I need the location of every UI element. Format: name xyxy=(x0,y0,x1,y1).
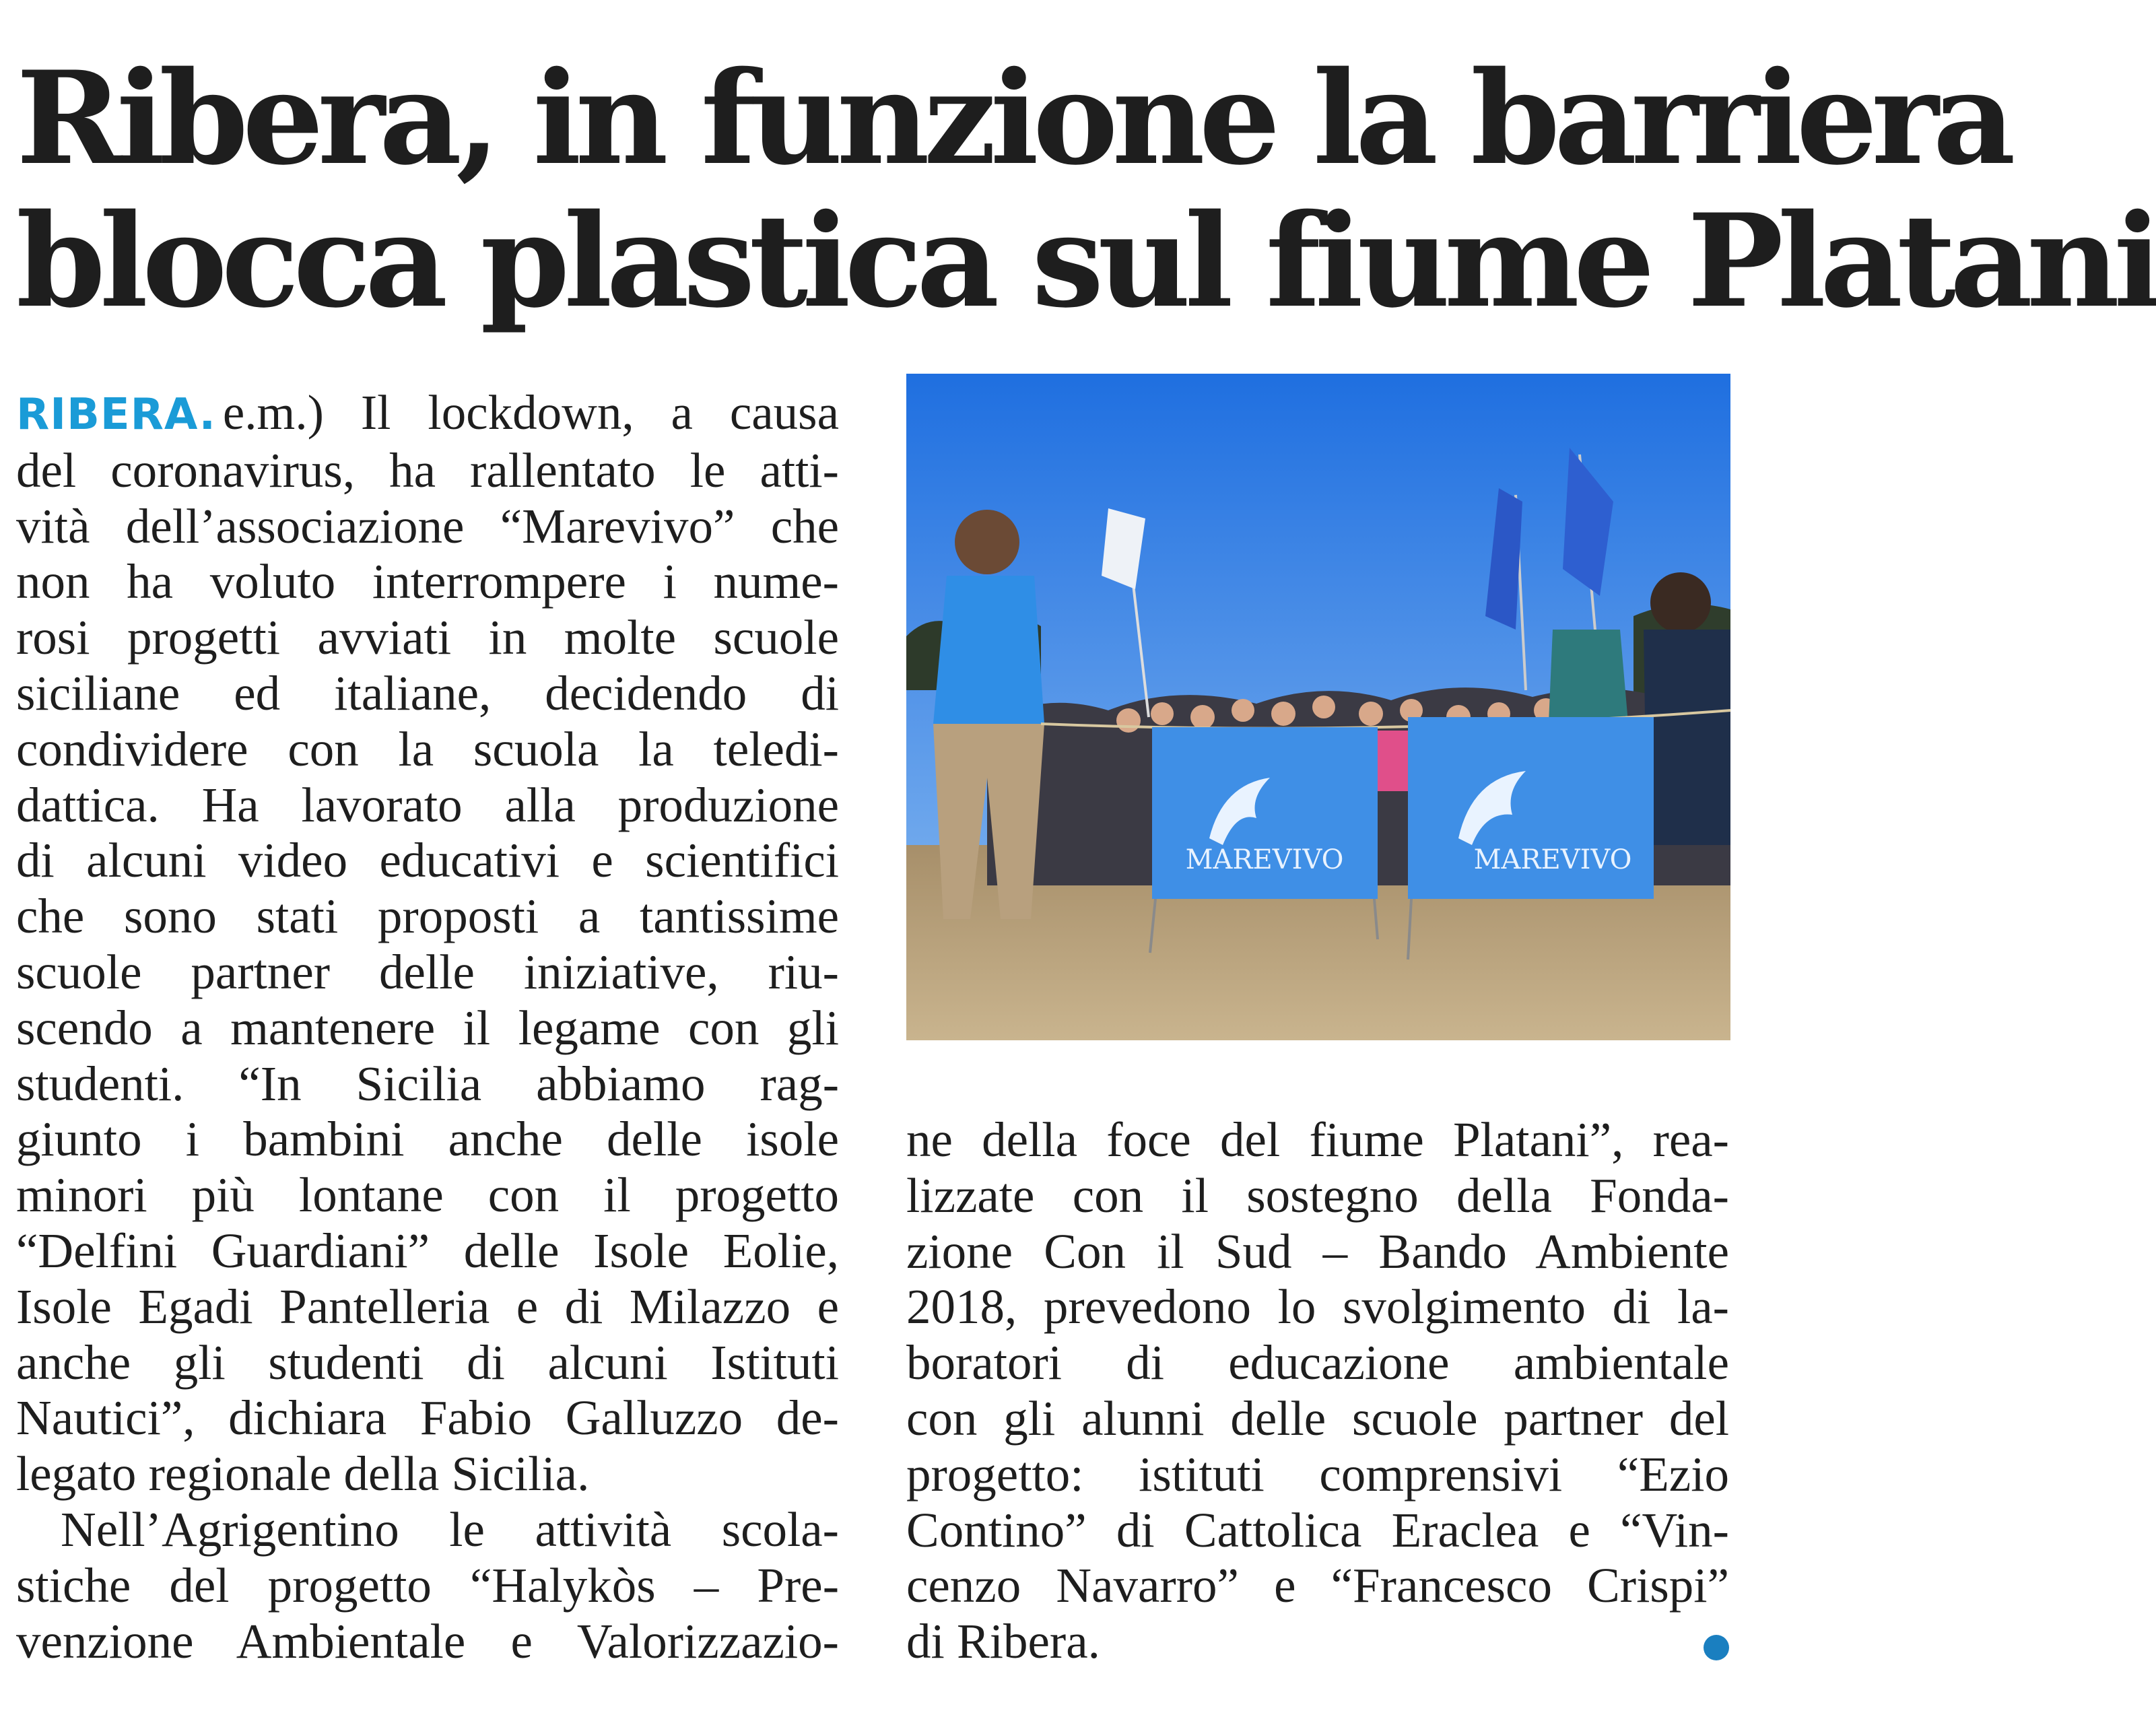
article-line: ne della foce del fiume Platani”, rea- xyxy=(906,1112,1729,1167)
article-line: venzione Ambientale e Valorizzazio- xyxy=(16,1613,839,1669)
article-line: scendo a mantenere il legame con gli xyxy=(16,1000,839,1055)
headline-line-2: blocca plastica sul fiume Platani xyxy=(16,186,2156,336)
article-line: Contino” di Cattolica Eraclea e “Vin- xyxy=(906,1502,1729,1557)
article-line: vità dell’associazione “Marevivo” che xyxy=(16,498,839,553)
photo-graphic xyxy=(906,374,1730,1040)
article-line: 2018, prevedono lo svolgimento di la- xyxy=(906,1279,1729,1335)
article-line: legato regionale della Sicilia. xyxy=(16,1446,590,1502)
article-line: stiche del progetto “Halykòs – Pre- xyxy=(16,1557,839,1613)
headline-line-1: Ribera, in funzione la barriera xyxy=(16,43,2010,193)
article-line: “Delfini Guardiani” delle Isole Eolie, xyxy=(16,1223,839,1278)
article-line: del coronavirus, ha rallentato le atti- xyxy=(16,442,839,498)
article-line: cenzo Navarro” e “Francesco Crispi” xyxy=(906,1558,1729,1613)
article-line: che sono stati proposti a tantissime xyxy=(16,889,839,944)
article-line: con gli alunni delle scuole partner del xyxy=(906,1390,1729,1446)
article-line: rosi progetti avviati in molte scuole xyxy=(16,610,839,665)
article-line: giunto i bambini anche delle isole xyxy=(16,1112,839,1167)
article-line: boratori di educazione ambientale xyxy=(906,1335,1729,1390)
article-line: zione Con il Sud – Bando Ambiente xyxy=(906,1223,1729,1279)
article-line: RIBERA. e.m.) Il lockdown, a causa xyxy=(16,385,839,440)
article-line: di Ribera. xyxy=(906,1614,1100,1669)
article-line: dattica. Ha lavorato alla produzione xyxy=(16,777,839,832)
article-line: Isole Egadi Pantelleria e di Milazzo e xyxy=(16,1279,839,1334)
article-line: Nell’Agrigentino le attività scola- xyxy=(61,1502,839,1557)
article-line: lizzate con il sostegno della Fonda- xyxy=(906,1168,1729,1223)
article-column-left xyxy=(16,385,839,1669)
banner-right-label: MAREVIVO xyxy=(1473,844,1632,875)
article-line: non ha voluto interrompere i nume- xyxy=(16,554,839,609)
end-of-article-dot-icon xyxy=(1704,1635,1729,1660)
article-line: condividere con la scuola la teledi- xyxy=(16,721,839,776)
article-line: Nautici”, dichiara Fabio Galluzzo de- xyxy=(16,1390,839,1446)
article-line: siciliane ed italiane, decidendo di xyxy=(16,665,839,720)
article-line: scuole partner delle iniziative, riu- xyxy=(16,944,839,999)
banner-left-label: MAREVIVO xyxy=(1185,844,1344,875)
headline xyxy=(16,43,2156,336)
article-photo xyxy=(906,374,1730,1040)
article-line: studenti. “In Sicilia abbiamo rag- xyxy=(16,1056,839,1111)
article-column-right xyxy=(906,1112,1729,1670)
article-line: anche gli studenti di alcuni Istituti xyxy=(16,1335,839,1390)
dateline: RIBERA. xyxy=(16,390,216,440)
article-line: di alcuni video educativi e scientifici xyxy=(16,833,839,888)
article-line: progetto: istituti comprensivi “Ezio xyxy=(906,1446,1729,1502)
article-line: minori più lontane con il progetto xyxy=(16,1168,839,1223)
